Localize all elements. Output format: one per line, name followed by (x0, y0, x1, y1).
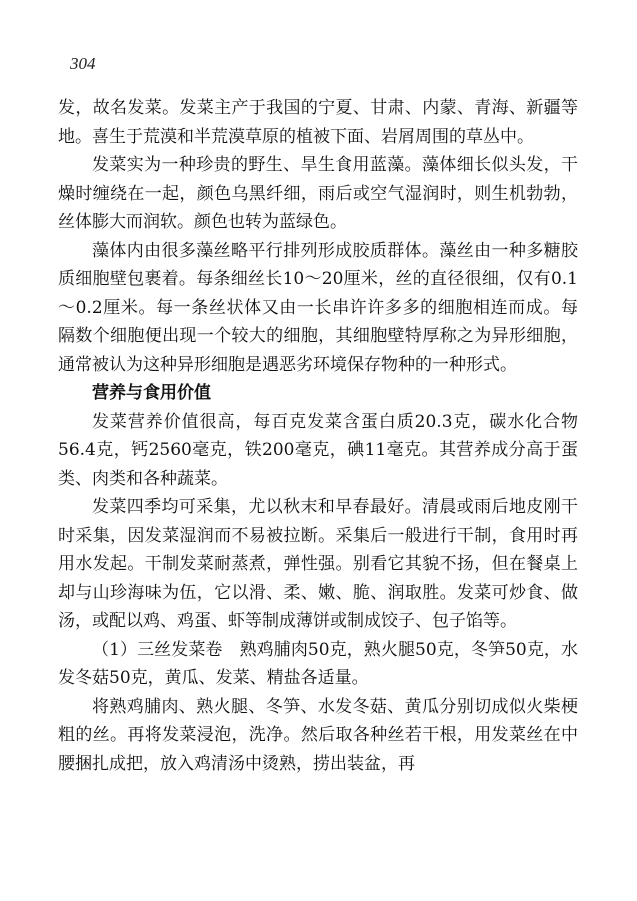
paragraph-recipe-ingredients: （1）三丝发菜卷 熟鸡脯肉50克，熟火腿50克，冬笋50克，水发冬菇50克，黄瓜、发菜、精盐各适量。 (58, 639, 578, 688)
page-number: 304 (70, 54, 96, 73)
paragraph-harvest: 发菜四季均可采集，尤以秋末和早春最好。清晨或雨后地皮刚干时采集，因发菜湿润而不易被拉断。采集后一般进行干制，食用时再用水发起。干制发菜耐蒸煮，弹性强。别看它其貌不扬，但在餐桌上却与山珍海味为伍，它以滑、柔、嫩、脆、润取胜。发菜可炒食、做汤，或配以鸡、鸡蛋、虾等制成薄饼或制成饺子、包子馅等。 (58, 497, 578, 631)
section-heading: 营养与食用价值 (92, 383, 211, 403)
paragraph-description: 发菜实为一种珍贵的野生、旱生食用蓝藻。藻体细长似头发，干燥时缠绕在一起，颜色乌黑纤细，雨后或空气湿润时，则生机勃勃，丝体膨大而润软。颜色也转为蓝绿色。 (58, 155, 578, 232)
paragraph-intro: 发，故名发菜。发菜主产于我国的宁夏、甘肃、内蒙、青海、新疆等地。喜生于荒漠和半荒漠草原的植被下面、岩屑周围的草丛中。 (58, 98, 578, 147)
paragraph-recipe-steps: 将熟鸡脯肉、熟火腿、冬笋、水发冬菇、黄瓜分别切成似火柴梗粗的丝。再将发菜浸泡，洗净。然后取各种丝若干根，用发菜丝在中腰捆扎成把，放入鸡清汤中烫熟，捞出装盆，再 (58, 696, 578, 774)
paragraph-structure: 藻体内由很多藻丝略平行排列形成胶质群体。藻丝由一种多糖胶质细胞壁包裹着。每条细丝长10～20厘米，丝的直径很细，仅有0.1～0.2厘米。每一条丝状体又由一长串许许多多的细胞相连而成。每隔数个细胞便出现一个较大的细胞，其细胞壁特厚称之为异形细胞，通常被认为这种异形细胞是遇恶劣环境保存物种的一种形式。 (58, 240, 578, 375)
paragraph-nutrition: 发菜营养价值很高，每百克发菜含蛋白质20.3克，碳水化合物56.4克，钙2560毫克，铁200毫克，碘11毫克。其营养成分高于蛋类、肉类和各种蔬菜。 (58, 411, 578, 489)
body-text (58, 94, 578, 778)
